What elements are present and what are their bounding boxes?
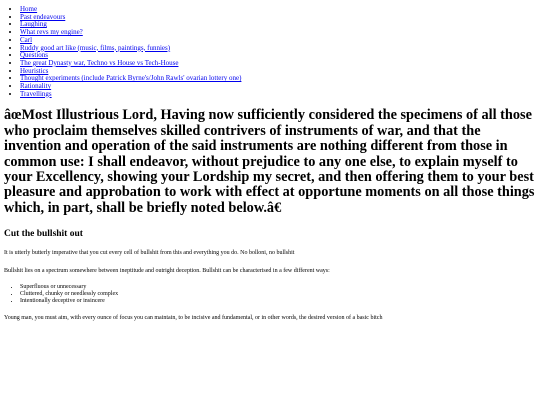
closing-paragraph: Young man, you must aim, with every ounce of focus you can maintain, to be incisive and fundamental, or in other words, the desired version of a basic bitch [4, 315, 383, 322]
page-headline: âœMost Illustrious Lord, Having now sufficiently considered the specimens of all those who proclaim themselves skilled contrivers of instruments of war, and that the invention and operation of the said instruments are nothing different from those in common use: I shall endeavor, without prejudice to any one else, to explain myself to your Excellency, showing your Lordship my secret, and then offering them to your best pleasure and approbation to work with effect at opportune moments on all those things which, in part, shall be briefly noted below.â€ [4, 107, 535, 216]
nav-item-what-revs [20, 29, 536, 37]
list-item: • Cluttered, chunky or needlessly complex [20, 291, 536, 298]
nav-item-art [20, 45, 536, 53]
nav-item-travellings [20, 91, 536, 99]
nav-link-art[interactable]: Ruddy good art like (music, films, paintings, funnies) [20, 43, 171, 52]
bullshit-traits-list [4, 284, 536, 305]
nav-link-dynasty-war[interactable]: The great Dynasty war, Techno vs House vs Tech-House [20, 58, 179, 67]
nav-item-past-endeavours [20, 14, 536, 22]
nav-link-thought-experiments[interactable]: Thought experiments (include Patrick Byrne's/John Rawls' ovarian lottery one) [20, 74, 242, 83]
nav-link-rationality[interactable]: Rationality [20, 82, 52, 91]
spectrum-paragraph: Bullshit lies on a spectrum somewhere between ineptitude and outright deception. Bullshit can be characterised in a few different ways: [4, 267, 330, 274]
nav-link-past-endeavours[interactable]: Past endeavours [20, 12, 66, 21]
nav-link-laughing[interactable]: Laughing [20, 20, 47, 29]
nav-link-carl[interactable]: Carl [20, 35, 33, 44]
nav-menu [4, 6, 536, 98]
list-item: • Superfluous or unnecessary [20, 284, 536, 291]
nav-item-rationality [20, 83, 536, 91]
list-item: • Intentionally deceptive or insincere [20, 298, 536, 305]
nav-item-dynasty-war [20, 60, 536, 68]
nav-item-laughing [20, 21, 536, 29]
nav-item-home [20, 6, 536, 14]
section-title: Cut the bullshit out [4, 229, 83, 240]
nav-link-travellings[interactable]: Travellings [20, 89, 52, 98]
nav-link-what-revs[interactable]: What revs my engine? [20, 28, 83, 37]
nav-item-thought-experiments [20, 75, 536, 83]
nav-link-questions[interactable]: Questions [20, 51, 48, 60]
nav-link-home[interactable]: Home [20, 5, 38, 13]
nav-link-heuristics[interactable]: Heuristics [20, 66, 49, 75]
intro-paragraph: It is utterly butterly imperative that you cut every cell of bullshit from this and everything you do. No bolloni, no bullshit [4, 250, 295, 257]
